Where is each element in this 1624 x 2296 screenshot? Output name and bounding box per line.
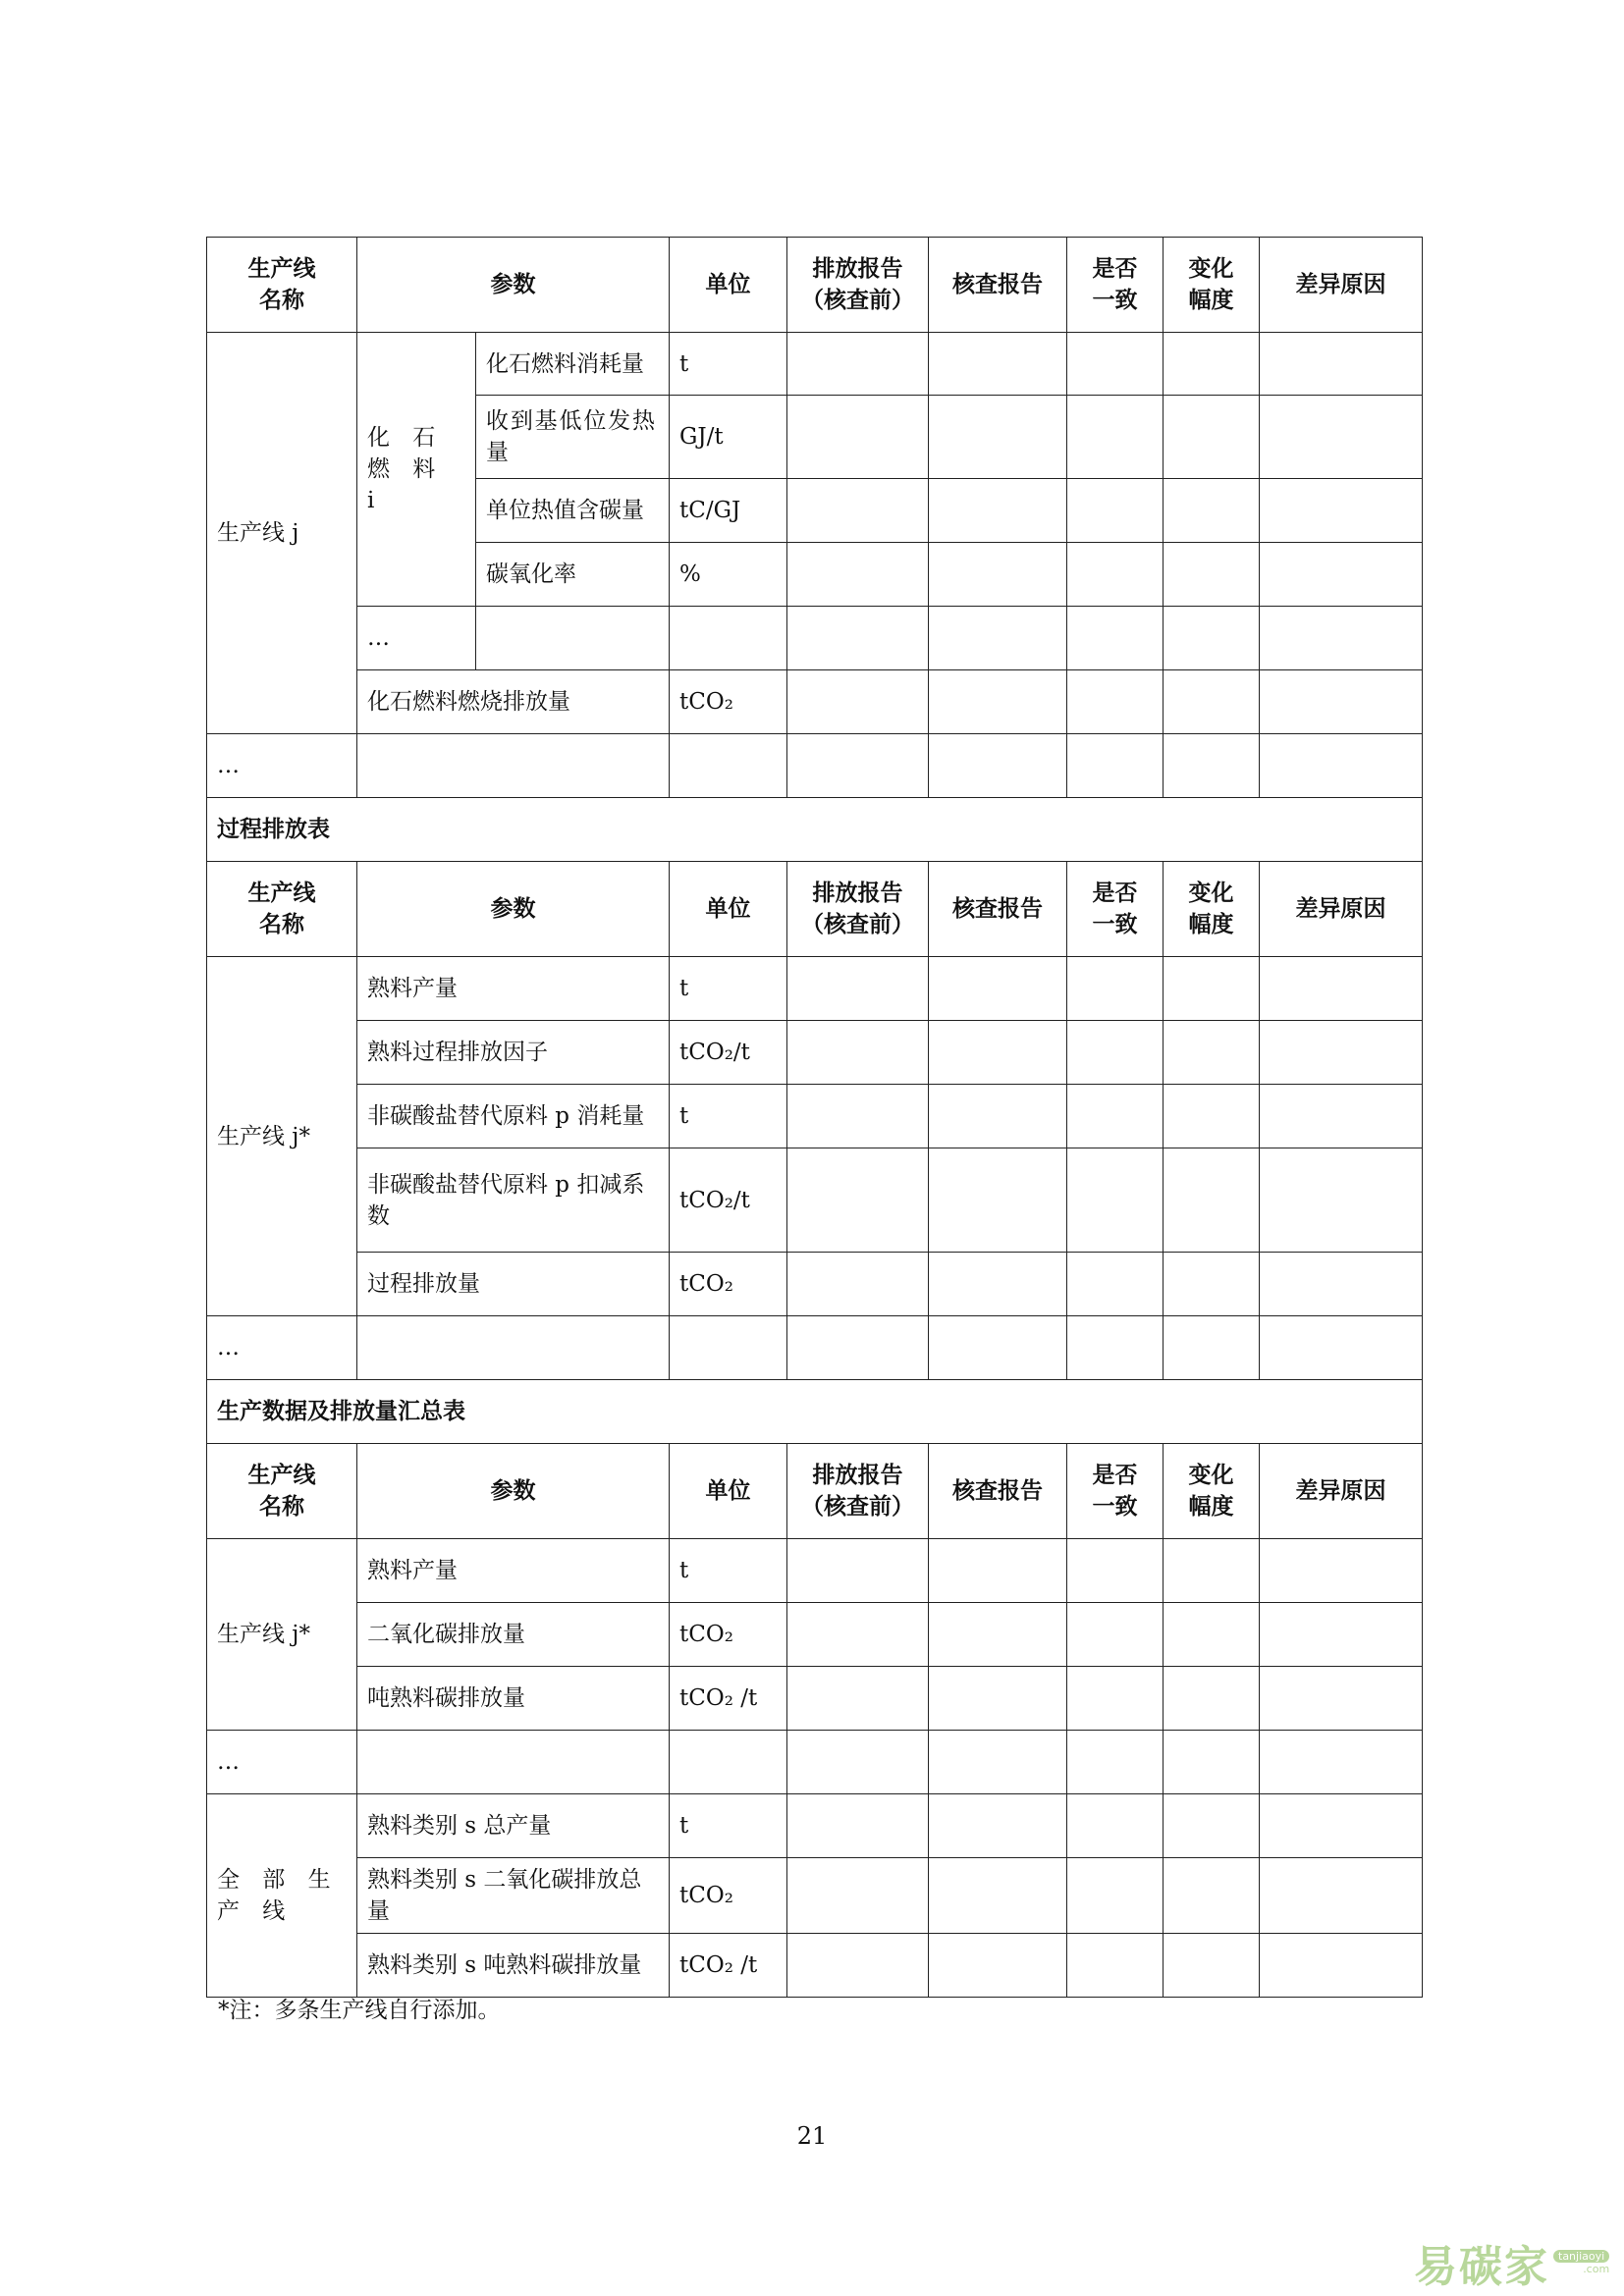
change-input[interactable]: [1164, 1934, 1260, 1998]
unit-cell: tCO₂: [670, 1253, 787, 1316]
param-cell: 二氧化碳排放量: [357, 1603, 670, 1667]
change-input[interactable]: [1164, 1667, 1260, 1731]
param-cell: 非碳酸盐替代原料 p 消耗量: [357, 1085, 670, 1148]
consistent-input[interactable]: [1067, 1731, 1164, 1794]
watermark-logo: [1414, 2238, 1620, 2292]
change-input[interactable]: [1164, 1731, 1260, 1794]
header-param: 参数: [357, 238, 670, 333]
table-row: [207, 734, 1423, 798]
change-input[interactable]: [1164, 1316, 1260, 1380]
reason-input[interactable]: [1260, 543, 1423, 607]
report-value-input[interactable]: [787, 479, 929, 543]
process-table-header-row: [207, 862, 1423, 957]
summary-table-header-row: [207, 1444, 1423, 1539]
report-value-input[interactable]: [787, 1794, 929, 1858]
header-verification: 核查报告: [929, 238, 1067, 333]
consistent-input[interactable]: [1067, 734, 1164, 798]
verification-value-input[interactable]: [929, 1667, 1067, 1731]
summary-table-title: 生产数据及排放量汇总表: [207, 1380, 1423, 1444]
reason-input[interactable]: [1260, 957, 1423, 1021]
verification-value-input[interactable]: [929, 1148, 1067, 1253]
header-reason: 差异原因: [1260, 238, 1423, 333]
header-consistent: 是否 一致: [1067, 1444, 1164, 1539]
table-row: [207, 1667, 1423, 1731]
unit-cell: [670, 734, 787, 798]
report-value-input[interactable]: [787, 333, 929, 396]
report-value-input[interactable]: [787, 1085, 929, 1148]
unit-cell: tCO₂: [670, 1603, 787, 1667]
param-cell: 熟料产量: [357, 957, 670, 1021]
table-row: [207, 957, 1423, 1021]
reason-input[interactable]: [1260, 1934, 1423, 1998]
reason-input[interactable]: [1260, 1021, 1423, 1085]
param-cell: 单位热值含碳量: [476, 479, 670, 543]
consistent-input[interactable]: [1067, 396, 1164, 479]
change-input[interactable]: [1164, 1794, 1260, 1858]
watermark-tld: .com: [1583, 2263, 1610, 2275]
table-row: [207, 1085, 1423, 1148]
param-cell: 过程排放量: [357, 1253, 670, 1316]
report-value-input[interactable]: [787, 543, 929, 607]
verification-value-input[interactable]: [929, 607, 1067, 670]
verification-value-input[interactable]: [929, 1603, 1067, 1667]
consistent-input[interactable]: [1067, 670, 1164, 734]
report-value-input[interactable]: [787, 734, 929, 798]
table-row: [207, 1316, 1423, 1380]
report-value-input[interactable]: [787, 670, 929, 734]
verification-value-input[interactable]: [929, 957, 1067, 1021]
param-cell: 熟料过程排放因子: [357, 1021, 670, 1085]
param-cell: 非碳酸盐替代原料 p 扣减系数: [357, 1148, 670, 1253]
verification-value-input[interactable]: [929, 1539, 1067, 1603]
consistent-input[interactable]: [1067, 1021, 1164, 1085]
header-report: 排放报告 （核查前）: [787, 1444, 929, 1539]
line-name-cell: 生产线 j: [207, 333, 357, 734]
change-input[interactable]: [1164, 957, 1260, 1021]
param-cell: 熟料类别 s 二氧化碳排放总量: [357, 1858, 670, 1934]
header-change: 变化 幅度: [1164, 1444, 1260, 1539]
section-title-row: [207, 1380, 1423, 1444]
report-value-input[interactable]: [787, 957, 929, 1021]
unit-cell: t: [670, 1085, 787, 1148]
header-param: 参数: [357, 1444, 670, 1539]
consistent-input[interactable]: [1067, 1148, 1164, 1253]
header-consistent: 是否 一致: [1067, 238, 1164, 333]
consistent-input[interactable]: [1067, 957, 1164, 1021]
verification-value-input[interactable]: [929, 1934, 1067, 1998]
change-input[interactable]: [1164, 1148, 1260, 1253]
param-cell: 熟料类别 s 总产量: [357, 1794, 670, 1858]
header-verification: 核查报告: [929, 862, 1067, 957]
watermark-domain: [1553, 2250, 1609, 2275]
consistent-input[interactable]: [1067, 543, 1164, 607]
header-consistent: 是否 一致: [1067, 862, 1164, 957]
watermark-brand: 易碳家: [1414, 2242, 1549, 2292]
change-input[interactable]: [1164, 734, 1260, 798]
consistent-input[interactable]: [1067, 333, 1164, 396]
reason-input[interactable]: [1260, 1794, 1423, 1858]
header-param: 参数: [357, 862, 670, 957]
consistent-input[interactable]: [1067, 1858, 1164, 1934]
unit-cell: t: [670, 333, 787, 396]
table-row: [207, 1731, 1423, 1794]
fuel-type-cell: 化 石 燃 料 i: [357, 333, 476, 607]
verification-value-input[interactable]: [929, 1858, 1067, 1934]
consistent-input[interactable]: [1067, 479, 1164, 543]
unit-cell: %: [670, 543, 787, 607]
table-row: [207, 1021, 1423, 1085]
consistent-input[interactable]: [1067, 607, 1164, 670]
reason-input[interactable]: [1260, 1858, 1423, 1934]
unit-cell: tCO₂: [670, 670, 787, 734]
unit-cell: GJ/t: [670, 396, 787, 479]
unit-cell: tCO₂ /t: [670, 1667, 787, 1731]
change-input[interactable]: [1164, 1021, 1260, 1085]
header-line-name: 生产线 名称: [207, 238, 357, 333]
table-row: [207, 670, 1423, 734]
reason-input[interactable]: [1260, 1085, 1423, 1148]
report-value-input[interactable]: [787, 1253, 929, 1316]
change-input[interactable]: [1164, 396, 1260, 479]
more-lines-cell: …: [207, 734, 357, 798]
reason-input[interactable]: [1260, 734, 1423, 798]
table-row: [207, 1148, 1423, 1253]
unit-cell: [670, 1316, 787, 1380]
table-row: [207, 607, 1423, 670]
table-row: [207, 1858, 1423, 1934]
section-title-row: [207, 798, 1423, 862]
change-input[interactable]: [1164, 543, 1260, 607]
reason-input[interactable]: [1260, 1316, 1423, 1380]
verification-value-input[interactable]: [929, 734, 1067, 798]
param-cell: 熟料类别 s 吨熟料碳排放量: [357, 1934, 670, 1998]
verification-value-input[interactable]: [929, 333, 1067, 396]
reason-input[interactable]: [1260, 1253, 1423, 1316]
consistent-input[interactable]: [1067, 1794, 1164, 1858]
reason-input[interactable]: [1260, 1731, 1423, 1794]
footnote: *注：多条生产线自行添加。: [218, 1998, 501, 2023]
reason-input[interactable]: [1260, 1539, 1423, 1603]
reason-input[interactable]: [1260, 479, 1423, 543]
ellipsis-cell: …: [357, 607, 476, 670]
table-row: [207, 1253, 1423, 1316]
unit-cell: tCO₂: [670, 1858, 787, 1934]
header-reason: 差异原因: [1260, 862, 1423, 957]
header-verification: 核查报告: [929, 1444, 1067, 1539]
fuel-table-header-row: [207, 238, 1423, 333]
consistent-input[interactable]: [1067, 1539, 1164, 1603]
param-cell: [357, 734, 670, 798]
consistent-input[interactable]: [1067, 1085, 1164, 1148]
change-input[interactable]: [1164, 1539, 1260, 1603]
all-lines-cell: 全 部 生 产 线: [207, 1794, 357, 1998]
reason-input[interactable]: [1260, 333, 1423, 396]
report-value-input[interactable]: [787, 1667, 929, 1731]
header-line-name: 生产线 名称: [207, 862, 357, 957]
line-name-cell: 生产线 j*: [207, 1539, 357, 1731]
verification-value-input[interactable]: [929, 396, 1067, 479]
reason-input[interactable]: [1260, 1148, 1423, 1253]
report-value-input[interactable]: [787, 1148, 929, 1253]
verification-value-input[interactable]: [929, 1253, 1067, 1316]
reason-input[interactable]: [1260, 1667, 1423, 1731]
param-cell: 化石燃料消耗量: [476, 333, 670, 396]
unit-cell: t: [670, 1539, 787, 1603]
header-unit: 单位: [670, 1444, 787, 1539]
param-cell: 化石燃料燃烧排放量: [357, 670, 670, 734]
change-input[interactable]: [1164, 1253, 1260, 1316]
page-number: 21: [796, 2122, 828, 2150]
header-report: 排放报告 （核查前）: [787, 862, 929, 957]
watermark-domain-name: tanjiaoyi: [1553, 2250, 1609, 2263]
more-lines-cell: …: [207, 1731, 357, 1794]
param-cell: 吨熟料碳排放量: [357, 1667, 670, 1731]
report-value-input[interactable]: [787, 1539, 929, 1603]
reason-input[interactable]: [1260, 1603, 1423, 1667]
unit-cell: tCO₂ /t: [670, 1934, 787, 1998]
consistent-input[interactable]: [1067, 1603, 1164, 1667]
table-row: [207, 1539, 1423, 1603]
verification-value-input[interactable]: [929, 670, 1067, 734]
consistent-input[interactable]: [1067, 1253, 1164, 1316]
header-change: 变化 幅度: [1164, 238, 1260, 333]
verification-value-input[interactable]: [929, 1794, 1067, 1858]
change-input[interactable]: [1164, 333, 1260, 396]
consistent-input[interactable]: [1067, 1934, 1164, 1998]
header-unit: 单位: [670, 238, 787, 333]
reason-input[interactable]: [1260, 607, 1423, 670]
unit-cell: tCO₂/t: [670, 1021, 787, 1085]
param-cell: 碳氧化率: [476, 543, 670, 607]
change-input[interactable]: [1164, 607, 1260, 670]
report-value-input[interactable]: [787, 1021, 929, 1085]
header-report: 排放报告 （核查前）: [787, 238, 929, 333]
table-row: [207, 1603, 1423, 1667]
report-value-input[interactable]: [787, 1731, 929, 1794]
table-row: [207, 1794, 1423, 1858]
verification-table: [206, 237, 1423, 1998]
verification-value-input[interactable]: [929, 543, 1067, 607]
header-line-name: 生产线 名称: [207, 1444, 357, 1539]
header-change: 变化 幅度: [1164, 862, 1260, 957]
unit-cell: t: [670, 1794, 787, 1858]
verification-value-input[interactable]: [929, 1021, 1067, 1085]
header-unit: 单位: [670, 862, 787, 957]
report-value-input[interactable]: [787, 1603, 929, 1667]
header-reason: 差异原因: [1260, 1444, 1423, 1539]
unit-cell: [670, 1731, 787, 1794]
reason-input[interactable]: [1260, 396, 1423, 479]
unit-cell: t: [670, 957, 787, 1021]
verification-value-input[interactable]: [929, 1085, 1067, 1148]
table-row: [207, 333, 1423, 396]
change-input[interactable]: [1164, 1603, 1260, 1667]
report-value-input[interactable]: [787, 607, 929, 670]
change-input[interactable]: [1164, 1085, 1260, 1148]
param-cell: [476, 607, 670, 670]
consistent-input[interactable]: [1067, 1667, 1164, 1731]
unit-cell: tC/GJ: [670, 479, 787, 543]
verification-value-input[interactable]: [929, 1316, 1067, 1380]
change-input[interactable]: [1164, 670, 1260, 734]
unit-cell: tCO₂/t: [670, 1148, 787, 1253]
param-cell: [357, 1316, 670, 1380]
report-value-input[interactable]: [787, 1316, 929, 1380]
more-lines-cell: …: [207, 1316, 357, 1380]
table-row: [207, 1934, 1423, 1998]
consistent-input[interactable]: [1067, 1316, 1164, 1380]
param-cell: 收到基低位发热量: [476, 396, 670, 479]
report-value-input[interactable]: [787, 1858, 929, 1934]
param-cell: 熟料产量: [357, 1539, 670, 1603]
param-cell: [357, 1731, 670, 1794]
process-table-title: 过程排放表: [207, 798, 1423, 862]
change-input[interactable]: [1164, 479, 1260, 543]
line-name-cell: 生产线 j*: [207, 957, 357, 1316]
change-input[interactable]: [1164, 1858, 1260, 1934]
report-value-input[interactable]: [787, 396, 929, 479]
verification-value-input[interactable]: [929, 479, 1067, 543]
unit-cell: [670, 607, 787, 670]
report-value-input[interactable]: [787, 1934, 929, 1998]
reason-input[interactable]: [1260, 670, 1423, 734]
verification-value-input[interactable]: [929, 1731, 1067, 1794]
